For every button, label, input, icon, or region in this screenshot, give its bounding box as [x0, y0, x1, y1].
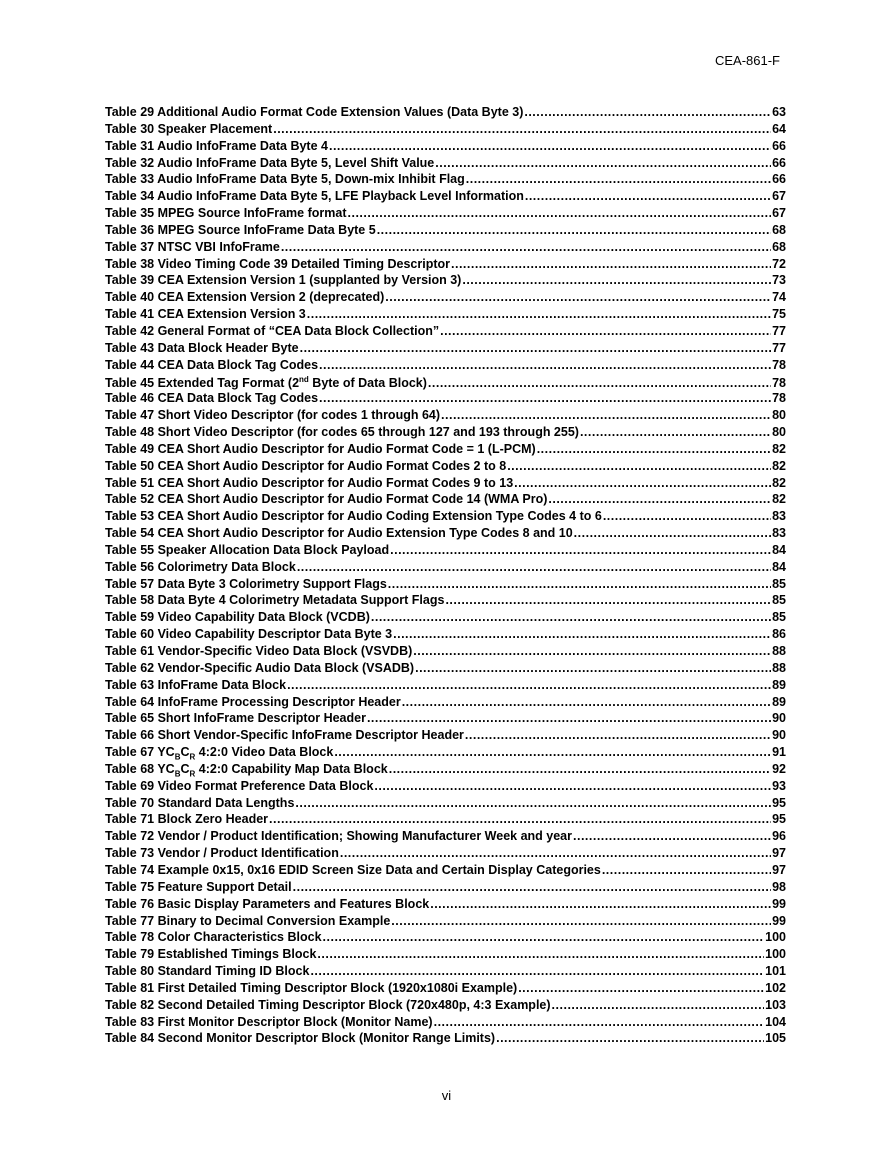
- toc-title-text: C: [180, 761, 190, 776]
- toc-title-text: Table 54 CEA Short Audio Descriptor for Audio Extension Type Codes 8 and 10: [105, 526, 573, 541]
- toc-title-text: Table 73 Vendor / Product Identification: [105, 846, 339, 861]
- dot-leader: [374, 779, 771, 793]
- toc-title-superscript: nd: [299, 374, 309, 384]
- dot-leader: [389, 762, 771, 776]
- toc-entry[interactable]: [105, 863, 786, 880]
- toc-entry-title: [105, 223, 376, 237]
- dot-leader: [524, 105, 771, 119]
- toc-title-text: Table 64 InfoFrame Processing Descriptor Header: [105, 694, 401, 709]
- toc-title-text: 4:2:0 Capability Map Data Block: [195, 761, 388, 776]
- toc-entry[interactable]: [105, 728, 786, 745]
- dot-leader: [434, 1015, 765, 1029]
- dot-leader: [548, 492, 771, 506]
- dot-leader: [413, 644, 771, 658]
- toc-entry[interactable]: [105, 189, 786, 206]
- toc-entry[interactable]: [105, 964, 786, 981]
- toc-title-text: Table 58 Data Byte 4 Colorimetry Metadata Support Flags: [105, 593, 445, 608]
- toc-title-text: Table 84 Second Monitor Descriptor Block (Monitor Range Limits): [105, 1031, 496, 1046]
- dot-leader: [435, 156, 771, 170]
- dot-leader: [507, 459, 771, 473]
- dot-leader: [440, 324, 771, 338]
- toc-entry[interactable]: [105, 290, 786, 307]
- dot-leader: [295, 796, 771, 810]
- toc-title-text: Byte of Data Block): [308, 375, 427, 390]
- dot-leader: [415, 661, 771, 675]
- toc-entry-title: [105, 1015, 433, 1029]
- toc-title-text: Table 35 MPEG Source InfoFrame format: [105, 206, 347, 221]
- toc-entry-title: [105, 324, 439, 338]
- toc-entry-title: [105, 779, 373, 793]
- dot-leader: [573, 829, 771, 843]
- toc-entry-title: [105, 341, 299, 355]
- toc-page-number: 88: [772, 660, 786, 675]
- toc-title-text: Table 30 Speaker Placement: [105, 121, 273, 136]
- toc-title-subscript: B: [174, 769, 181, 779]
- toc-title-text: Table 52 CEA Short Audio Descriptor for Audio Format Code 14 (WMA Pro): [105, 492, 548, 507]
- toc-page-number: 66: [772, 155, 786, 170]
- toc-title-text: Table 76 Basic Display Parameters and Features Block: [105, 896, 430, 911]
- toc-entry-title: [105, 358, 318, 372]
- dot-leader: [319, 391, 771, 405]
- toc-entry-title: [105, 206, 347, 220]
- dot-leader: [441, 408, 771, 422]
- toc-entry-title: [105, 543, 389, 557]
- toc-page-number: 97: [772, 846, 786, 861]
- toc-entry[interactable]: [105, 307, 786, 324]
- toc-entry-title: [105, 947, 316, 961]
- toc-entry-title: [105, 661, 414, 675]
- toc-entry[interactable]: [105, 998, 786, 1015]
- dot-leader: [602, 863, 771, 877]
- toc-title-text: Table 46 CEA Data Block Tag Codes: [105, 391, 319, 406]
- toc-page-number: 105: [765, 1031, 786, 1046]
- toc-entry[interactable]: [105, 930, 786, 947]
- toc-entry[interactable]: [105, 425, 786, 442]
- toc-page-number: 92: [772, 761, 786, 776]
- dot-leader: [281, 240, 771, 254]
- toc-entry[interactable]: [105, 492, 786, 509]
- toc-title-text: Table 44 CEA Data Block Tag Codes: [105, 357, 319, 372]
- toc-title-text: Table 41 CEA Extension Version 3: [105, 307, 306, 322]
- toc-entry-title: [105, 1031, 495, 1045]
- toc-title-text: Table 48 Short Video Descriptor (for codes 65 through 127 and 193 through 255): [105, 425, 579, 440]
- toc-page-number: 97: [772, 862, 786, 877]
- toc-title-text: Table 75 Feature Support Detail: [105, 879, 292, 894]
- dot-leader: [603, 509, 771, 523]
- toc-entry-title: [105, 610, 370, 624]
- toc-entry-title: [105, 492, 547, 506]
- toc-title-text: Table 82 Second Detailed Timing Descriptor Block (720x480p, 4:3 Example): [105, 997, 551, 1012]
- toc-title-text: C: [180, 745, 190, 760]
- toc-title-text: Table 67 YC: [105, 745, 175, 760]
- toc-entry[interactable]: [105, 1031, 786, 1048]
- dot-leader: [293, 880, 771, 894]
- dot-leader: [273, 122, 771, 136]
- dot-leader: [514, 476, 771, 490]
- toc-entry-title: [105, 930, 322, 944]
- toc-entry-title: [105, 391, 318, 405]
- toc-entry-title: [105, 812, 268, 826]
- dot-leader: [310, 964, 764, 978]
- toc-title-text: 4:2:0 Video Data Block: [195, 745, 334, 760]
- toc-entry[interactable]: [105, 139, 786, 156]
- toc-page-number: 67: [772, 189, 786, 204]
- toc-title-text: Table 40 CEA Extension Version 2 (deprecated): [105, 290, 385, 305]
- dot-leader: [445, 593, 771, 607]
- dot-leader: [430, 897, 771, 911]
- toc-page-number: 68: [772, 222, 786, 237]
- dot-leader: [574, 526, 771, 540]
- toc-page-number: 103: [765, 997, 786, 1012]
- toc-page-number: 100: [765, 947, 786, 962]
- toc-entry[interactable]: [105, 1015, 786, 1032]
- toc-entry-title: [105, 964, 309, 978]
- toc-entry[interactable]: [105, 156, 786, 173]
- toc-title-text: Table 61 Vendor-Specific Video Data Block (VSVDB): [105, 644, 413, 658]
- toc-entry[interactable]: [105, 408, 786, 425]
- toc-page-number: 75: [772, 307, 786, 322]
- toc-page-number: 84: [772, 559, 786, 574]
- toc-page-number: 104: [765, 1014, 786, 1029]
- toc-entry[interactable]: [105, 273, 786, 290]
- toc-entry-title: [105, 678, 286, 692]
- dot-leader: [465, 728, 771, 742]
- toc-title-text: Table 83 First Monitor Descriptor Block (Monitor Name): [105, 1014, 433, 1029]
- dot-leader: [329, 139, 771, 153]
- toc-title-text: Table 70 Standard Data Lengths: [105, 795, 295, 810]
- toc-page-number: 85: [772, 610, 786, 625]
- dot-leader: [391, 914, 771, 928]
- toc-title-text: Table 49 CEA Short Audio Descriptor for Audio Format Code = 1 (L-PCM): [105, 441, 536, 456]
- toc-title-text: Table 33 Audio InfoFrame Data Byte 5, Down-mix Inhibit Flag: [105, 172, 465, 187]
- toc-entry-title: [105, 593, 444, 607]
- toc-title-text: Table 81 First Detailed Timing Descriptor Block (1920x1080i Example): [105, 980, 518, 995]
- toc-entry-title: [105, 425, 579, 439]
- toc-page-number: 67: [772, 206, 786, 221]
- toc-entry-title: [105, 459, 506, 473]
- toc-entry[interactable]: [105, 914, 786, 931]
- toc-entry[interactable]: [105, 846, 786, 863]
- toc-entry-title: [105, 711, 366, 725]
- toc-title-text: Table 31 Audio InfoFrame Data Byte 4: [105, 138, 328, 153]
- toc-entry[interactable]: [105, 695, 786, 712]
- toc-page-number: 78: [772, 375, 786, 390]
- toc-title-text: Table 39 CEA Extension Version 1 (supplanted by Version 3): [105, 273, 462, 288]
- toc-entry-title: [105, 408, 440, 422]
- toc-page-number: 102: [765, 980, 786, 995]
- toc-title-text: Table 60 Video Capability Descriptor Data Byte 3: [105, 627, 393, 642]
- dot-leader: [323, 930, 765, 944]
- toc-entry-title: [105, 156, 434, 170]
- toc-entry-title: [105, 273, 461, 287]
- toc-title-text: Table 63 InfoFrame Data Block: [105, 677, 287, 692]
- toc-entry-title: [105, 846, 339, 860]
- toc-entry-title: [105, 122, 272, 136]
- toc-page-number: 66: [772, 172, 786, 187]
- table-of-contents: [105, 105, 786, 1048]
- dot-leader: [317, 947, 764, 961]
- toc-title-text: Table 34 Audio InfoFrame Data Byte 5, LFE Playback Level Information: [105, 189, 524, 204]
- toc-entry[interactable]: [105, 897, 786, 914]
- toc-entry-title: [105, 998, 551, 1012]
- toc-entry[interactable]: [105, 627, 786, 644]
- toc-page-number: 90: [772, 728, 786, 743]
- dot-leader: [451, 257, 771, 271]
- toc-entry[interactable]: [105, 206, 786, 223]
- toc-entry[interactable]: [105, 341, 786, 358]
- toc-entry-title: [105, 257, 450, 271]
- toc-title-text: Table 59 Video Capability Data Block (VCDB): [105, 610, 370, 625]
- toc-page-number: 86: [772, 627, 786, 642]
- toc-entry-title: [105, 139, 328, 153]
- toc-page-number: 84: [772, 542, 786, 557]
- toc-entry-title: [105, 796, 294, 810]
- toc-entry[interactable]: [105, 122, 786, 139]
- toc-entry-title: [105, 375, 427, 390]
- toc-entry[interactable]: [105, 610, 786, 627]
- dot-leader: [388, 577, 771, 591]
- toc-entry[interactable]: [105, 711, 786, 728]
- toc-title-text: Table 32 Audio InfoFrame Data Byte 5, Level Shift Value: [105, 155, 435, 170]
- toc-entry[interactable]: [105, 391, 786, 408]
- dot-leader: [367, 711, 771, 725]
- toc-title-text: Table 50 CEA Short Audio Descriptor for Audio Format Codes 2 to 8: [105, 458, 507, 473]
- dot-leader: [340, 846, 771, 860]
- toc-title-text: Table 42 General Format of “CEA Data Block Collection”: [105, 323, 440, 338]
- dot-leader: [518, 981, 764, 995]
- toc-entry-title: [105, 240, 280, 254]
- toc-page-number: 64: [772, 121, 786, 136]
- toc-entry-title: [105, 728, 464, 742]
- toc-title-text: Table 69 Video Format Preference Data Block: [105, 778, 374, 793]
- toc-entry[interactable]: [105, 644, 786, 661]
- toc-entry-title: [105, 914, 390, 928]
- dot-leader: [462, 273, 771, 287]
- toc-page-number: 89: [772, 694, 786, 709]
- toc-title-text: Table 53 CEA Short Audio Descriptor for Audio Coding Extension Type Codes 4 to 6: [105, 509, 602, 524]
- toc-page-number: 90: [772, 711, 786, 726]
- toc-entry[interactable]: [105, 560, 786, 577]
- toc-page-number: 80: [772, 408, 786, 423]
- toc-entry[interactable]: [105, 358, 786, 375]
- toc-title-text: Table 38 Video Timing Code 39 Detailed Timing Descriptor: [105, 256, 450, 271]
- toc-title-text: Table 45 Extended Tag Format (2: [105, 375, 300, 390]
- toc-title-text: Table 72 Vendor / Product Identification; Showing Manufacturer Week and year: [105, 829, 572, 844]
- toc-page-number: 85: [772, 593, 786, 608]
- toc-title-text: Table 57 Data Byte 3 Colorimetry Support Flags: [105, 576, 387, 591]
- toc-page-number: 80: [772, 425, 786, 440]
- toc-page-number: 73: [772, 273, 786, 288]
- toc-title-text: Table 65 Short InfoFrame Descriptor Header: [105, 711, 366, 726]
- toc-entry-title: [105, 627, 392, 641]
- toc-entry-title: [105, 577, 387, 591]
- toc-entry[interactable]: [105, 593, 786, 610]
- toc-title-text: Table 47 Short Video Descriptor (for codes 1 through 64): [105, 408, 441, 423]
- toc-title-text: Table 74 Example 0x15, 0x16 EDID Screen Size Data and Certain Display Categories: [105, 862, 601, 877]
- dot-leader: [377, 223, 771, 237]
- toc-title-text: Table 80 Standard Timing ID Block: [105, 964, 310, 979]
- toc-entry-title: [105, 509, 602, 523]
- toc-entry[interactable]: [105, 880, 786, 897]
- toc-entry[interactable]: [105, 779, 786, 796]
- toc-page-number: 100: [765, 930, 786, 945]
- dot-leader: [402, 695, 771, 709]
- dot-leader: [580, 425, 771, 439]
- dot-leader: [496, 1031, 764, 1045]
- dot-leader: [385, 290, 771, 304]
- toc-page-number: 82: [772, 458, 786, 473]
- toc-entry[interactable]: [105, 324, 786, 341]
- toc-entry[interactable]: [105, 240, 786, 257]
- dot-leader: [348, 206, 772, 220]
- toc-title-text: Table 56 Colorimetry Data Block: [105, 559, 296, 574]
- toc-title-text: Table 71 Block Zero Header: [105, 812, 269, 827]
- toc-title-subscript: R: [189, 752, 196, 762]
- dot-leader: [552, 998, 765, 1012]
- toc-entry[interactable]: [105, 812, 786, 829]
- toc-page-number: 95: [772, 795, 786, 810]
- toc-title-text: Table 66 Short Vendor-Specific InfoFrame Descriptor Header: [105, 728, 464, 743]
- dot-leader: [466, 172, 771, 186]
- toc-page-number: 66: [772, 138, 786, 153]
- toc-page-number: 89: [772, 677, 786, 692]
- toc-entry[interactable]: [105, 543, 786, 560]
- toc-entry-title: [105, 526, 573, 540]
- toc-entry-title: [105, 442, 536, 456]
- toc-title-text: Table 55 Speaker Allocation Data Block Payload: [105, 542, 390, 557]
- toc-entry[interactable]: [105, 796, 786, 813]
- toc-entry[interactable]: [105, 476, 786, 493]
- toc-entry[interactable]: [105, 762, 786, 779]
- dot-leader: [537, 442, 771, 456]
- toc-page-number: 74: [772, 290, 786, 305]
- toc-title-text: Table 36 MPEG Source InfoFrame Data Byte 5: [105, 222, 376, 237]
- dot-leader: [393, 627, 771, 641]
- toc-entry-title: [105, 189, 524, 203]
- toc-page-number: 96: [772, 829, 786, 844]
- toc-page-number: 88: [772, 644, 786, 658]
- toc-entry[interactable]: [105, 526, 786, 543]
- toc-page-number: 99: [772, 913, 786, 928]
- toc-title-text: Table 78 Color Characteristics Block: [105, 930, 322, 945]
- dot-leader: [269, 812, 771, 826]
- toc-entry[interactable]: [105, 223, 786, 240]
- toc-entry[interactable]: [105, 509, 786, 526]
- toc-page-number: 82: [772, 492, 786, 507]
- toc-page-number: 63: [772, 105, 786, 119]
- toc-title-text: Table 29 Additional Audio Format Code Extension Values (Data Byte 3): [105, 105, 524, 119]
- toc-entry-title: [105, 560, 296, 574]
- page-number: vi: [441, 1088, 452, 1103]
- toc-entry[interactable]: [105, 375, 786, 392]
- toc-entry-title: [105, 307, 306, 321]
- toc-entry-title: [105, 897, 429, 911]
- toc-page-number: 98: [772, 879, 786, 894]
- toc-page-number: 101: [765, 964, 786, 979]
- toc-entry[interactable]: [105, 577, 786, 594]
- toc-entry-title: [105, 762, 388, 779]
- toc-entry[interactable]: [105, 257, 786, 274]
- toc-page-number: 82: [772, 475, 786, 490]
- dot-leader: [307, 307, 771, 321]
- toc-entry-title: [105, 829, 572, 843]
- toc-page-number: 99: [772, 896, 786, 911]
- toc-entry[interactable]: [105, 442, 786, 459]
- dot-leader: [334, 745, 771, 759]
- toc-entry-title: [105, 695, 401, 709]
- toc-entry-title: [105, 644, 412, 658]
- dot-leader: [287, 678, 771, 692]
- toc-entry-title: [105, 981, 517, 995]
- dot-leader: [297, 560, 771, 574]
- toc-entry-title: [105, 880, 292, 894]
- dot-leader: [525, 189, 771, 203]
- toc-entry[interactable]: [105, 105, 786, 122]
- toc-entry[interactable]: [105, 745, 786, 762]
- toc-entry[interactable]: [105, 947, 786, 964]
- toc-title-text: Table 77 Binary to Decimal Conversion Example: [105, 913, 391, 928]
- dot-leader: [390, 543, 771, 557]
- document-id: CEA-861-F: [714, 53, 780, 68]
- toc-title-subscript: R: [189, 769, 196, 779]
- toc-entry-title: [105, 476, 513, 490]
- toc-title-subscript: B: [174, 752, 181, 762]
- toc-page-number: 72: [772, 256, 786, 271]
- dot-leader: [371, 610, 771, 624]
- toc-entry[interactable]: [105, 829, 786, 846]
- toc-page-number: 68: [772, 239, 786, 254]
- toc-page-number: 78: [772, 391, 786, 406]
- dot-leader: [428, 376, 771, 390]
- toc-page-number: 77: [772, 340, 786, 355]
- toc-title-text: Table 37 NTSC VBI InfoFrame: [105, 239, 280, 254]
- toc-title-text: Table 43 Data Block Header Byte: [105, 340, 299, 355]
- toc-entry[interactable]: [105, 661, 786, 678]
- toc-entry-title: [105, 863, 601, 877]
- dot-leader: [300, 341, 771, 355]
- toc-page-number: 85: [772, 576, 786, 591]
- toc-page-number: 93: [772, 778, 786, 793]
- dot-leader: [319, 358, 771, 372]
- toc-entry[interactable]: [105, 981, 786, 998]
- toc-title-text: Table 68 YC: [105, 761, 175, 776]
- toc-entry[interactable]: [105, 172, 786, 189]
- toc-entry-title: [105, 105, 523, 119]
- toc-title-text: Table 62 Vendor-Specific Audio Data Block (VSADB): [105, 660, 415, 675]
- toc-page-number: 95: [772, 812, 786, 827]
- toc-page-number: 77: [772, 323, 786, 338]
- toc-page-number: 83: [772, 509, 786, 524]
- toc-page-number: 83: [772, 526, 786, 541]
- toc-title-text: Table 79 Established Timings Block: [105, 947, 317, 962]
- toc-entry-title: [105, 172, 465, 186]
- toc-page-number: 78: [772, 357, 786, 372]
- toc-entry-title: [105, 745, 333, 762]
- toc-entry[interactable]: [105, 678, 786, 695]
- toc-title-text: Table 51 CEA Short Audio Descriptor for Audio Format Codes 9 to 13: [105, 475, 514, 490]
- toc-page-number: 82: [772, 441, 786, 456]
- toc-entry-title: [105, 290, 384, 304]
- toc-entry[interactable]: [105, 459, 786, 476]
- toc-page-number: 91: [772, 745, 786, 760]
